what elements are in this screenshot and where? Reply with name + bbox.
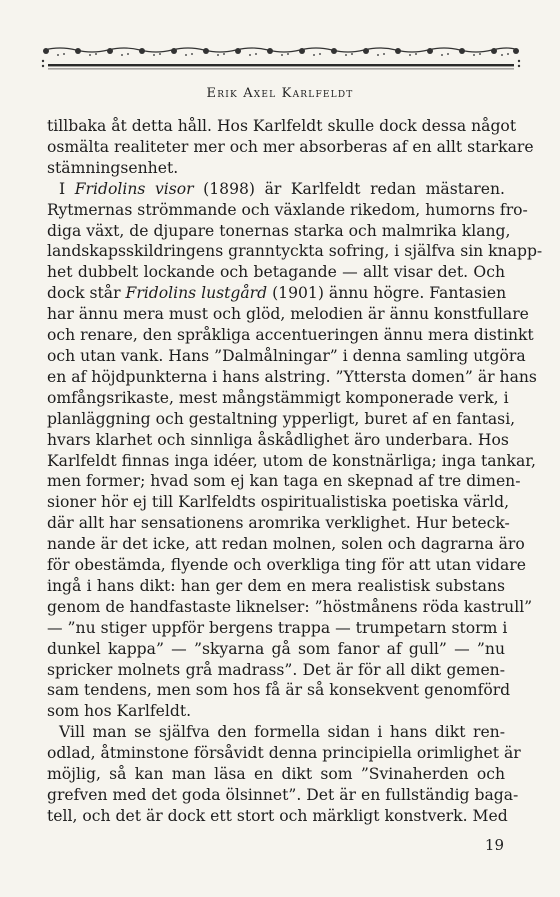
text-line: planläggning och gestaltning ypperligt, buret af en fantasi,: [47, 409, 516, 428]
text-line: har ännu mera must och glöd, melodien är ännu konstfullare: [47, 305, 529, 324]
text-line: landskapsskildringens granntyckta sofring, i själfva sin knapp-: [47, 242, 543, 261]
text-line: hvars klarhet och sinnliga åskådlighet äro underbara. Hos: [47, 430, 509, 449]
work-title: Fridolins lustgård: [125, 284, 268, 303]
text-line: Karlfeldt finnas inga idéer, utom de konstnärliga; inga tankar,: [47, 451, 537, 470]
text-line: stämningsenhet.: [47, 158, 179, 177]
text-line: Rytmernas strömmande och växlande rikedom, humorns fro-: [47, 200, 528, 219]
text-line: och renare, den språkliga accentueringen ännu mera distinkt: [47, 326, 534, 345]
text-line: men former; hvad som ej kan taga en skepnad af tre dimen-: [47, 472, 521, 491]
text-line: tillbaka åt detta håll. Hos Karlfeldt skulle dock dessa något: [47, 117, 517, 135]
text-line: omfångsrikaste, mest mångstämmigt komponerade verk, i: [47, 388, 509, 407]
text-line: grefven med det goda ölsinnet”. Det är en fullständig baga-: [47, 786, 519, 804]
page-number: 19: [484, 836, 504, 854]
text-line: Vill man se själfva den formella sidan i hans dikt ren-: [59, 723, 505, 742]
text-line: spricker molnets grå madrass”. Det är för all dikt gemen-: [47, 660, 505, 679]
work-title: Fridolins visor: [74, 179, 194, 198]
body-text: [47, 116, 543, 827]
text-line: dock står Fridolins lustgård (1901) ännu högre. Fantasien: [47, 284, 507, 303]
text-line: tell, och det är dock ett stort och märkligt konstverk. Med: [47, 806, 508, 825]
text-line: genom de handfastaste liknelser: ”höstmånens röda kastrull”: [47, 597, 533, 616]
text-line: ingå i hans dikt: han ger dem en mera realistisk substans: [47, 576, 505, 595]
text-line: osmälta realiteter mer och mer absorberas af en allt starkare: [47, 137, 534, 156]
running-head: Erik Axel Karlfeldt: [206, 86, 354, 101]
text-line: möjlig, så kan man läsa en dikt som ”Svinaherden och: [47, 765, 505, 784]
text-line: nande är det icke, att redan molnen, solen och dagrarna äro: [47, 535, 525, 554]
text-line: odlad, åtminstone försåvidt denna principiella orimlighet är: [47, 744, 521, 763]
text-line: sioner hör ej till Karlfeldts ospiritualistiska poetiska värld,: [47, 493, 510, 512]
text-line: som hos Karlfeldt.: [47, 702, 192, 721]
text-line: het dubbelt lockande och betagande — allt visar det. Och: [47, 263, 505, 282]
text-line: dunkel kappa” — ”skyarna gå som fanor af gull” — ”nu: [47, 639, 505, 658]
text-line: och utan vank. Hans ”Dalmålningar” i denna samling utgöra: [47, 346, 526, 365]
text-line: — ”nu stiger uppför bergens trappa — trumpetarn storm i: [47, 618, 508, 637]
text-line: en af höjdpunkterna i hans alstring. ”Yttersta domen” är hans: [47, 367, 537, 386]
text-line: för obestämda, flyende och overkliga ting för att utan vidare: [47, 556, 526, 575]
decorative-ornament-border: [40, 44, 522, 74]
text-line: där allt har sensationens aromrika verklighet. Hur beteck-: [47, 514, 510, 533]
text-line: diga växt, de djupare tonernas starka och malmrika klang,: [47, 221, 511, 240]
text-line: I Fridolins visor (1898) är Karlfeldt redan mästaren.: [59, 179, 505, 198]
text-line: sam tendens, men som hos få är så konsekvent genomförd: [47, 681, 511, 700]
